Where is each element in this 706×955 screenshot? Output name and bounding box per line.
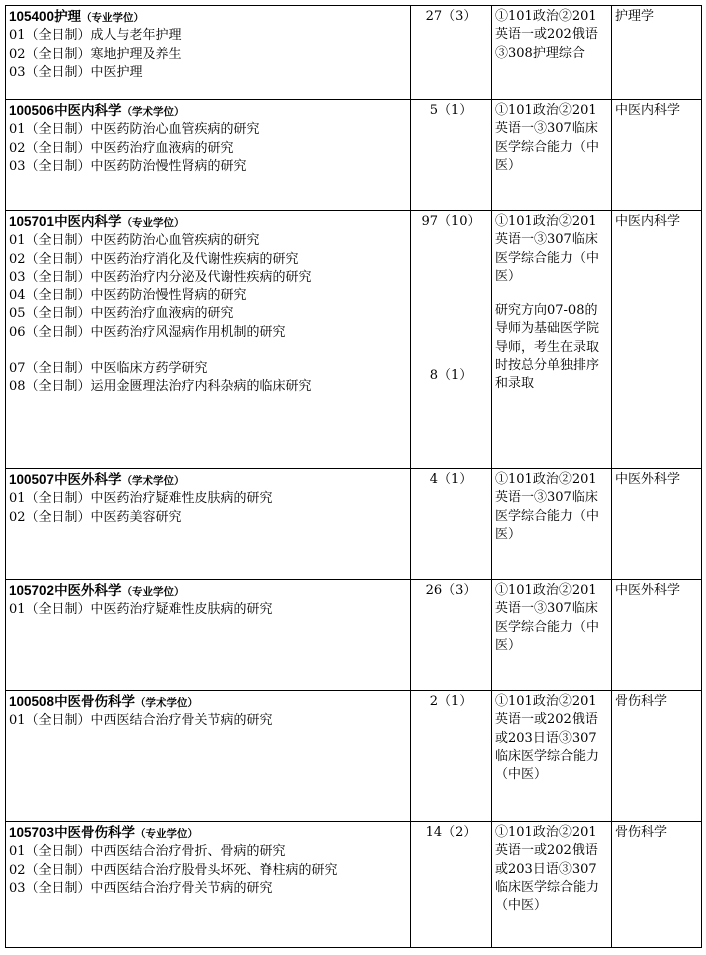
exam-field-cell: 骨伤科学 bbox=[612, 822, 702, 948]
program-cell bbox=[6, 691, 411, 822]
exam-field-cell: 中医外科学 bbox=[612, 469, 702, 580]
program-code: 105400 bbox=[9, 9, 55, 24]
admission-note: 研究方向07-08的导师为基础医学院导师，考生在录取时按总分单独排序和录取 bbox=[495, 303, 600, 392]
exam-subjects: ①101政治②201英语一③307临床医学综合能力（中医） bbox=[495, 214, 600, 284]
table-row bbox=[6, 469, 702, 580]
admission-table bbox=[5, 5, 702, 948]
research-direction: 02（全日制）中医药治疗消化及代谢性疾病的研究 bbox=[9, 251, 299, 267]
table-row bbox=[6, 580, 702, 691]
program-name: 中医内科学 bbox=[54, 214, 122, 230]
research-direction: 06（全日制）中医药治疗风湿病作用机制的研究 bbox=[9, 324, 286, 340]
program-title bbox=[9, 8, 407, 27]
quota-cell: 27（3） bbox=[411, 6, 492, 100]
research-direction: 03（全日制）中医药治疗内分泌及代谢性疾病的研究 bbox=[9, 269, 312, 285]
research-direction: 01（全日制）中医药防治心血管疾病的研究 bbox=[9, 233, 260, 249]
research-direction: 01（全日制）中西医结合治疗骨关节病的研究 bbox=[9, 713, 273, 729]
research-direction: 02（全日制）中医药治疗血液病的研究 bbox=[9, 140, 234, 156]
degree-type: （学术学位） bbox=[135, 697, 199, 709]
program-cell bbox=[6, 822, 411, 948]
quota-cell bbox=[411, 211, 492, 469]
research-direction: 01（全日制）中医药治疗疑难性皮肤病的研究 bbox=[9, 602, 273, 618]
program-code: 100506 bbox=[9, 103, 55, 118]
table-row bbox=[6, 211, 702, 469]
research-direction: 04（全日制）中医药防治慢性肾病的研究 bbox=[9, 288, 247, 304]
exam-field-cell: 中医外科学 bbox=[612, 580, 702, 691]
exam-subjects-cell: ①101政治②201英语一或202俄语③308护理综合 bbox=[492, 6, 612, 100]
degree-type: （学术学位） bbox=[121, 106, 185, 118]
program-name: 中医内科学 bbox=[54, 103, 122, 119]
quota-value: 8（1） bbox=[429, 368, 473, 384]
program-cell bbox=[6, 580, 411, 691]
program-code: 100507 bbox=[9, 472, 55, 487]
table-row bbox=[6, 822, 702, 948]
quota-value: 97（10） bbox=[421, 214, 481, 229]
research-direction: 08（全日制）运用金匮理法治疗内科杂病的临床研究 bbox=[9, 379, 312, 395]
exam-field-cell: 中医内科学 bbox=[612, 211, 702, 469]
program-cell bbox=[6, 211, 411, 469]
program-name: 护理 bbox=[54, 9, 82, 25]
table-row bbox=[6, 6, 702, 100]
research-direction: 01（全日制）中医药治疗疑难性皮肤病的研究 bbox=[9, 491, 273, 507]
program-cell bbox=[6, 469, 411, 580]
program-name: 中医骨伤科学 bbox=[54, 825, 136, 841]
research-direction: 05（全日制）中医药治疗血液病的研究 bbox=[9, 306, 234, 322]
program-name: 中医骨伤科学 bbox=[54, 694, 136, 710]
exam-field-cell: 中医内科学 bbox=[612, 100, 702, 211]
program-title bbox=[9, 693, 407, 712]
degree-type: （专业学位） bbox=[121, 586, 185, 598]
research-direction: 03（全日制）中医药防治慢性肾病的研究 bbox=[9, 158, 247, 174]
exam-subjects-cell: ①101政治②201英语一③307临床医学综合能力（中医） bbox=[492, 469, 612, 580]
program-code: 105702 bbox=[9, 583, 55, 598]
program-cell bbox=[6, 6, 411, 100]
research-direction: 02（全日制）寒地护理及养生 bbox=[9, 46, 182, 62]
program-name: 中医外科学 bbox=[54, 472, 122, 488]
degree-type: （专业学位） bbox=[121, 217, 185, 229]
quota-cell: 14（2） bbox=[411, 822, 492, 948]
research-direction: 01（全日制）成人与老年护理 bbox=[9, 28, 182, 44]
exam-subjects-cell: ①101政治②201英语一③307临床医学综合能力（中医） bbox=[492, 580, 612, 691]
program-title bbox=[9, 213, 407, 232]
program-name: 中医外科学 bbox=[54, 583, 122, 599]
quota-cell: 2（1） bbox=[411, 691, 492, 822]
exam-field-cell: 护理学 bbox=[612, 6, 702, 100]
quota-cell: 5（1） bbox=[411, 100, 492, 211]
program-title bbox=[9, 102, 407, 121]
program-title bbox=[9, 824, 407, 843]
degree-type: （专业学位） bbox=[81, 12, 145, 24]
degree-type: （学术学位） bbox=[121, 475, 185, 487]
program-code: 105701 bbox=[9, 214, 55, 229]
research-direction: 02（全日制）中医药美容研究 bbox=[9, 509, 182, 525]
quota-cell: 26（3） bbox=[411, 580, 492, 691]
research-direction: 01（全日制）中医药防治心血管疾病的研究 bbox=[9, 122, 260, 138]
exam-subjects-cell: ①101政治②201英语一或202俄语或203日语③307临床医学综合能力（中医） bbox=[492, 691, 612, 822]
degree-type: （专业学位） bbox=[135, 828, 199, 840]
program-code: 100508 bbox=[9, 694, 55, 709]
research-direction: 07（全日制）中医临床方药学研究 bbox=[9, 361, 208, 377]
program-cell bbox=[6, 100, 411, 211]
research-direction: 03（全日制）中西医结合治疗骨关节病的研究 bbox=[9, 880, 273, 896]
exam-field-cell: 骨伤科学 bbox=[612, 691, 702, 822]
research-direction: 01（全日制）中西医结合治疗骨折、骨病的研究 bbox=[9, 844, 286, 860]
exam-subjects-cell: ①101政治②201英语一③307临床医学综合能力（中医） bbox=[492, 100, 612, 211]
program-code: 105703 bbox=[9, 825, 55, 840]
exam-subjects-cell bbox=[492, 211, 612, 469]
exam-subjects-cell: ①101政治②201英语一或202俄语或203日语③307临床医学综合能力（中医） bbox=[492, 822, 612, 948]
program-title bbox=[9, 582, 407, 601]
table-row bbox=[6, 100, 702, 211]
table-row bbox=[6, 691, 702, 822]
program-title bbox=[9, 471, 407, 490]
research-direction: 02（全日制）中西医结合治疗股骨头坏死、脊柱病的研究 bbox=[9, 862, 338, 878]
research-direction: 03（全日制）中医护理 bbox=[9, 64, 143, 80]
quota-cell: 4（1） bbox=[411, 469, 492, 580]
